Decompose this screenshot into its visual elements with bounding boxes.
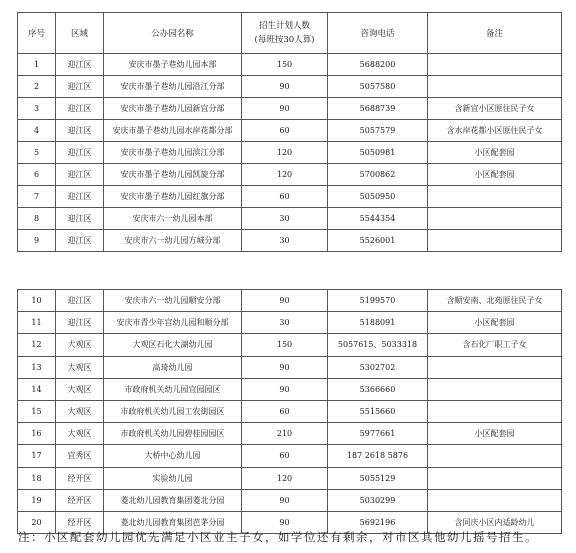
cell-district: 迎江区 (56, 290, 104, 312)
table-row (18, 142, 562, 164)
cell-district: 迎江区 (56, 186, 104, 208)
cell-no: 7 (18, 186, 56, 208)
col-header-plan-line1: 招生计划人数 (258, 21, 310, 31)
cell-plan: 210 (242, 423, 328, 445)
table1-body (18, 54, 562, 252)
cell-remark (428, 400, 562, 422)
cell-name: 市政府机关幼儿园工农街园区 (104, 400, 242, 422)
cell-plan: 60 (242, 120, 328, 142)
cell-remark (428, 186, 562, 208)
cell-remark (428, 208, 562, 230)
cell-district: 宜秀区 (56, 445, 104, 467)
cell-district: 迎江区 (56, 230, 104, 252)
cell-phone: 5057615、5033318 (328, 334, 428, 356)
cell-no: 5 (18, 142, 56, 164)
cell-district: 大观区 (56, 400, 104, 422)
cell-district: 经开区 (56, 467, 104, 489)
cell-plan: 30 (242, 230, 328, 252)
cell-phone: 5050950 (328, 186, 428, 208)
table-row (18, 378, 562, 400)
cell-remark (428, 76, 562, 98)
cell-phone: 5700862 (328, 164, 428, 186)
cell-no: 16 (18, 423, 56, 445)
cell-phone: 5688200 (328, 54, 428, 76)
cell-plan: 60 (242, 400, 328, 422)
cell-no: 9 (18, 230, 56, 252)
table-header-row (18, 13, 562, 54)
table-row (18, 290, 562, 312)
cell-district: 迎江区 (56, 142, 104, 164)
cell-name: 安庆市六一幼儿园顺安分部 (104, 290, 242, 312)
cell-remark (428, 467, 562, 489)
cell-remark (428, 378, 562, 400)
cell-plan: 90 (242, 356, 328, 378)
cell-phone: 5515660 (328, 400, 428, 422)
cell-plan: 90 (242, 511, 328, 533)
cell-name: 安庆市墨子巷幼儿园凯旋分部 (104, 164, 242, 186)
cell-plan: 90 (242, 489, 328, 511)
cell-phone: 5526001 (328, 230, 428, 252)
cell-remark: 含水岸花都小区原住民子女 (428, 120, 562, 142)
table-row (18, 164, 562, 186)
cell-phone: 5544354 (328, 208, 428, 230)
cell-district: 大观区 (56, 334, 104, 356)
cell-name: 安庆市墨子巷幼儿园红旗分部 (104, 186, 242, 208)
cell-remark: 小区配套园 (428, 312, 562, 334)
cell-name: 市政府机关幼儿园宜园园区 (104, 378, 242, 400)
cell-phone: 5055129 (328, 467, 428, 489)
cell-no: 4 (18, 120, 56, 142)
table-row (18, 120, 562, 142)
table-row (18, 54, 562, 76)
cell-phone: 5366660 (328, 378, 428, 400)
cell-remark (428, 356, 562, 378)
cell-district: 大观区 (56, 423, 104, 445)
cell-no: 8 (18, 208, 56, 230)
cell-plan: 90 (242, 290, 328, 312)
col-header-name: 公办园名称 (104, 13, 242, 54)
cell-district: 大观区 (56, 378, 104, 400)
cell-name: 安庆市墨子巷幼儿园新宜分部 (104, 98, 242, 120)
table-row (18, 334, 562, 356)
cell-name: 菱北幼儿园教育集团菱北分园 (104, 489, 242, 511)
col-header-remark: 备注 (428, 13, 562, 54)
cell-remark: 含顺安南、北苑原住民子女 (428, 290, 562, 312)
cell-no: 11 (18, 312, 56, 334)
cell-name: 安庆市六一幼儿园方城分部 (104, 230, 242, 252)
cell-district: 大观区 (56, 356, 104, 378)
cell-phone: 5030299 (328, 489, 428, 511)
cell-remark (428, 54, 562, 76)
table-row (18, 356, 562, 378)
cell-phone: 5977661 (328, 423, 428, 445)
cell-district: 迎江区 (56, 120, 104, 142)
cell-plan: 120 (242, 164, 328, 186)
cell-district: 迎江区 (56, 76, 104, 98)
cell-phone: 5188091 (328, 312, 428, 334)
cell-plan: 90 (242, 378, 328, 400)
cell-phone: 5050981 (328, 142, 428, 164)
cell-name: 大观区石化大湖幼儿园 (104, 334, 242, 356)
cell-phone: 5302702 (328, 356, 428, 378)
cell-remark: 小区配套园 (428, 423, 562, 445)
cell-no: 18 (18, 467, 56, 489)
cell-phone: 5688739 (328, 98, 428, 120)
cell-district: 迎江区 (56, 54, 104, 76)
cell-no: 15 (18, 400, 56, 422)
cell-no: 17 (18, 445, 56, 467)
cell-name: 菱北幼儿园教育集团芭茅分园 (104, 511, 242, 533)
table-row (18, 467, 562, 489)
cell-plan: 150 (242, 334, 328, 356)
cell-name: 安庆市墨子巷幼儿园水岸花都分部 (104, 120, 242, 142)
enrollment-table-part2 (17, 289, 562, 534)
cell-name: 安庆市墨子巷幼儿园本部 (104, 54, 242, 76)
cell-phone: 5199570 (328, 290, 428, 312)
table-row (18, 400, 562, 422)
table-row (18, 186, 562, 208)
cell-no: 2 (18, 76, 56, 98)
cell-name: 大桥中心幼儿园 (104, 445, 242, 467)
table-row (18, 208, 562, 230)
cell-no: 10 (18, 290, 56, 312)
cell-remark (428, 445, 562, 467)
cell-remark: 含同庆小区内适龄幼儿 (428, 511, 562, 533)
cell-phone: 5057579 (328, 120, 428, 142)
cell-district: 迎江区 (56, 208, 104, 230)
cell-plan: 90 (242, 76, 328, 98)
col-header-plan-line2: (每班按30人算) (254, 35, 315, 45)
col-header-district: 区域 (56, 13, 104, 54)
cell-no: 3 (18, 98, 56, 120)
cell-district: 迎江区 (56, 164, 104, 186)
cell-district: 迎江区 (56, 312, 104, 334)
cell-no: 1 (18, 54, 56, 76)
cell-plan: 30 (242, 312, 328, 334)
cell-name: 高琦幼儿园 (104, 356, 242, 378)
cell-name: 安庆市六一幼儿园本部 (104, 208, 242, 230)
cell-phone: 5057580 (328, 76, 428, 98)
cell-remark (428, 489, 562, 511)
cell-remark: 小区配套园 (428, 164, 562, 186)
cell-plan: 120 (242, 467, 328, 489)
cell-no: 20 (18, 511, 56, 533)
cell-name: 市政府机关幼儿园碧桂园园区 (104, 423, 242, 445)
table-row (18, 98, 562, 120)
cell-remark: 含石化厂职工子女 (428, 334, 562, 356)
col-header-no: 序号 (18, 13, 56, 54)
cell-plan: 120 (242, 142, 328, 164)
cell-plan: 90 (242, 98, 328, 120)
cell-plan: 60 (242, 445, 328, 467)
cell-remark: 小区配套园 (428, 142, 562, 164)
cell-remark: 含新宜小区原住民子女 (428, 98, 562, 120)
col-header-phone: 咨询电话 (328, 13, 428, 54)
cell-district: 迎江区 (56, 98, 104, 120)
cell-district: 经开区 (56, 511, 104, 533)
cell-plan: 60 (242, 186, 328, 208)
table-row (18, 445, 562, 467)
cell-no: 19 (18, 489, 56, 511)
cell-name: 安庆市墨子巷幼儿园滨江分部 (104, 142, 242, 164)
table-row (18, 489, 562, 511)
cell-no: 6 (18, 164, 56, 186)
table-row (18, 423, 562, 445)
table-row (18, 230, 562, 252)
cell-remark (428, 230, 562, 252)
footnote: 注：小区配套幼儿园优先满足小区业主子女，如学位还有剩余，对市区其他幼儿摇号招生。 (18, 530, 538, 544)
table2-body (18, 290, 562, 534)
cell-plan: 30 (242, 208, 328, 230)
cell-plan: 150 (242, 54, 328, 76)
cell-phone: 5692196 (328, 511, 428, 533)
cell-no: 14 (18, 378, 56, 400)
cell-phone: 187 2618 5876 (328, 445, 428, 467)
enrollment-table-part1 (17, 12, 562, 252)
cell-name: 安庆市墨子巷幼儿园沿江分部 (104, 76, 242, 98)
cell-no: 13 (18, 356, 56, 378)
cell-name: 实验幼儿园 (104, 467, 242, 489)
table-row (18, 76, 562, 98)
cell-name: 安庆市青少年宫幼儿园和顺分部 (104, 312, 242, 334)
cell-district: 经开区 (56, 489, 104, 511)
cell-no: 12 (18, 334, 56, 356)
col-header-plan (242, 13, 328, 54)
table-row (18, 312, 562, 334)
